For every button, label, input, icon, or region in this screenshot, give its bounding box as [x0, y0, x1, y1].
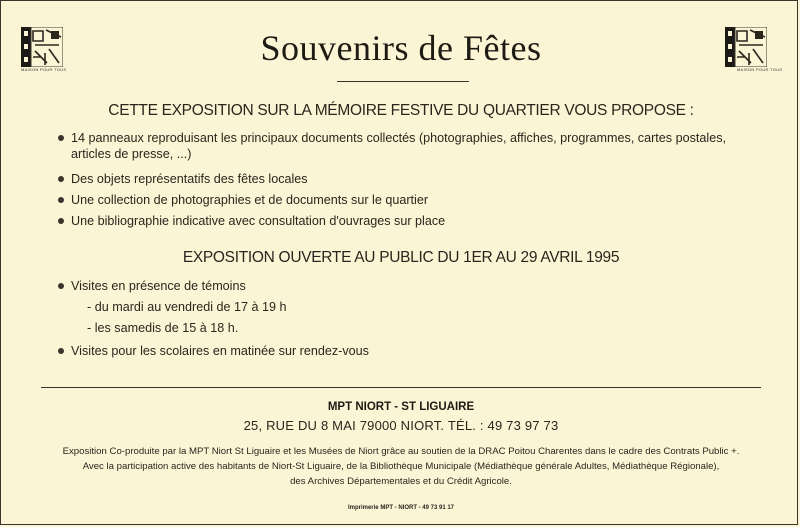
footer-divider	[41, 387, 761, 388]
bullet-icon	[58, 348, 64, 354]
bullet-icon	[58, 176, 64, 182]
logo-caption-left: MAISON POUR TOUS	[21, 67, 67, 72]
credits-line: Exposition Co-produite par la MPT Niort St Liguaire et les Musées de Niort grâce au soutien de la DRAC Poitou Charentes dans le cadre des Contrats Public +.	[62, 446, 740, 457]
organization-name: MPT NIORT - ST LIGUAIRE	[327, 401, 475, 413]
schedule-weekdays: - du mardi au vendredi de 17 à 19 h	[87, 300, 287, 314]
list-item-text: 14 panneaux reproduisant les principaux documents collectés (photographies, affiches, programmes, cartes postales,	[71, 131, 727, 145]
list-item-objects: Des objets représentatifs des fêtes locales	[71, 172, 308, 186]
organization-address: 25, RUE DU 8 MAI 79000 NIORT. TÉL. : 49 73 97 73	[243, 418, 559, 433]
credits-line: Avec la participation active des habitants de Niort-St Liguaire, de la Bibliothèque Municipale (Médiathèque générale Adultes, Médiathèque Régionale),	[82, 461, 720, 472]
section-heading-dates: EXPOSITION OUVERTE AU PUBLIC DU 1ER AU 29 AVRIL 1995	[182, 249, 620, 266]
list-item-collection: Une collection de photographies et de documents sur le quartier	[71, 193, 429, 207]
list-item-bibliography: Une bibliographie indicative avec consultation d'ouvrages sur place	[71, 214, 446, 228]
bullet-icon	[58, 135, 64, 141]
list-item-visits: Visites en présence de témoins	[71, 279, 246, 293]
list-item-schools: Visites pour les scolaires en matinée sur rendez-vous	[71, 344, 369, 358]
credits-line: des Archives Départementales et du Crédit Agricole.	[290, 476, 512, 487]
section-heading-offer: CETTE EXPOSITION SUR LA MÉMOIRE FESTIVE DU QUARTIER VOUS PROPOSE :	[108, 102, 694, 119]
bullet-icon	[58, 197, 64, 203]
schedule-saturdays: - les samedis de 15 à 18 h.	[87, 321, 239, 335]
bullet-icon	[58, 283, 64, 289]
logo-caption-right: MAISON POUR TOUS	[737, 67, 783, 72]
page-title: Souvenirs de Fêtes	[260, 28, 542, 68]
printer-imprint: Imprimerie MPT - NIORT - 49 73 91 17	[347, 505, 455, 511]
title-divider	[337, 81, 469, 82]
list-item-text-continued: articles de presse, ...)	[71, 147, 192, 161]
bullet-icon	[58, 218, 64, 224]
list-item-panels	[71, 130, 726, 162]
credits-block	[1, 444, 800, 489]
